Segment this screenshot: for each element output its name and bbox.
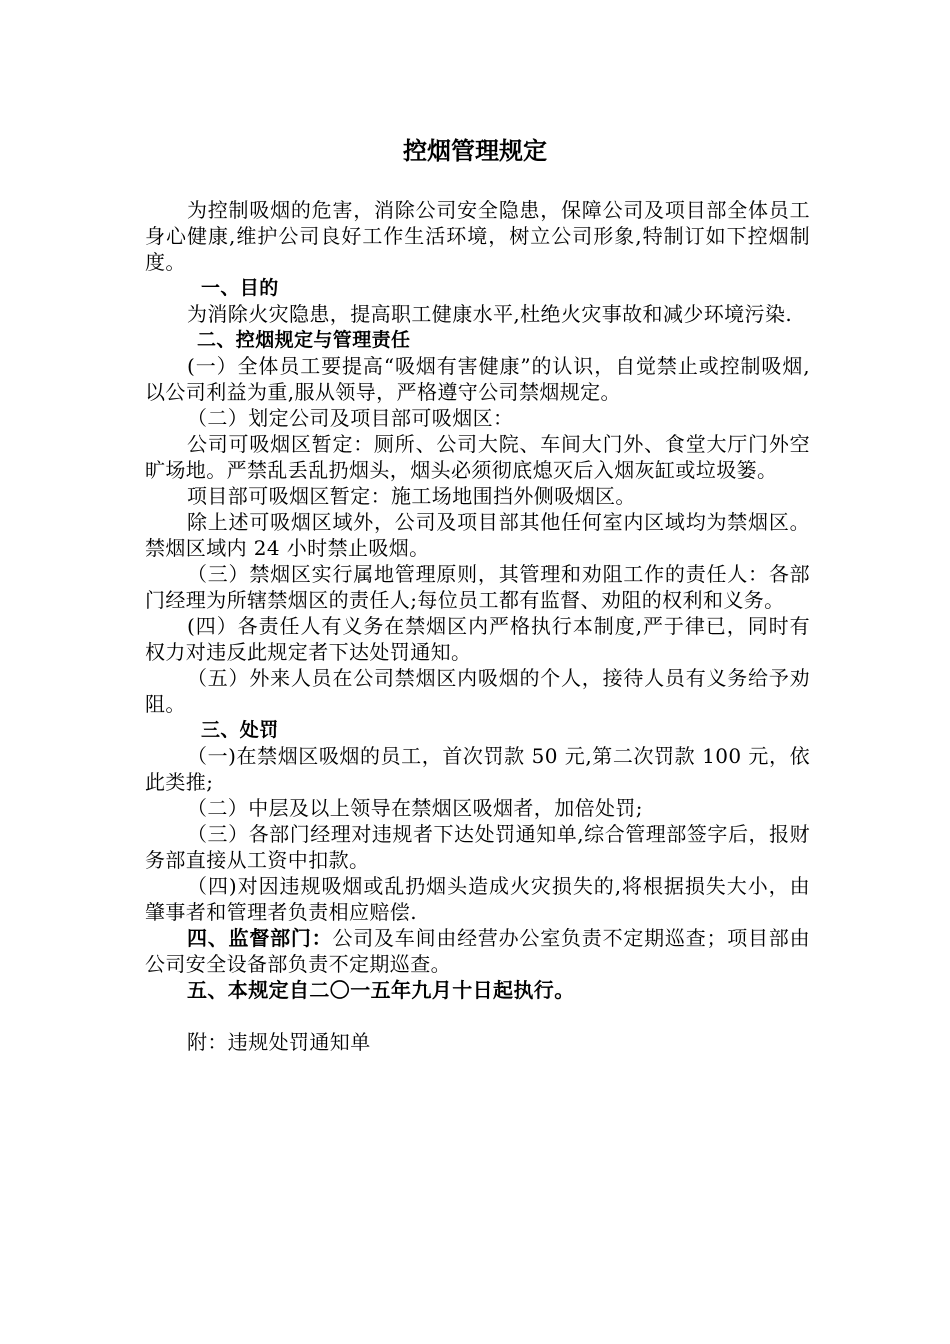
- attachment-note: 附：违规处罚通知单: [187, 1030, 371, 1054]
- penalty-paragraph-3: （三）各部门经理对违规者下达处罚通知单,综合管理部签字后，报财务部直接从工资中扣款。: [145, 822, 810, 872]
- section-heading-purpose: 一、目的: [201, 277, 279, 299]
- rules-paragraph-4: 项目部可吸烟区暂定：施工场地围挡外侧吸烟区。: [187, 484, 636, 508]
- purpose-paragraph: 为消除火灾隐患，提高职工健康水平,杜绝火灾事故和减少环境污染.: [187, 302, 793, 326]
- intro-paragraph: 为控制吸烟的危害，消除公司安全隐患，保障公司及项目部全体员工身心健康,维护公司良好工作生活环境，树立公司形象,特制订如下控烟制度。: [145, 198, 810, 274]
- penalty-paragraph-1: （一)在禁烟区吸烟的员工，首次罚款 50 元,第二次罚款 100 元，依此类推;: [145, 744, 810, 794]
- penalty-paragraph-2: （二）中层及以上领导在禁烟区吸烟者，加倍处罚;: [187, 796, 643, 820]
- section-heading-supervision: 四、监督部门：: [187, 926, 333, 950]
- rules-paragraph-6: （三）禁烟区实行属地管理原则，其管理和劝阻工作的责任人：各部门经理为所辖禁烟区的责任人;每位员工都有监督、劝阻的权利和义务。: [145, 562, 810, 612]
- supervision-paragraph: [145, 925, 810, 977]
- section-heading-rules: 二、控烟规定与管理责任: [197, 329, 411, 351]
- rules-paragraph-1: (一）全体员工要提高“吸烟有害健康”的认识，自觉禁止或控制吸烟,以公司利益为重,服从领导，严格遵守公司禁烟规定。: [145, 354, 810, 404]
- rules-paragraph-2: （二）划定公司及项目部可吸烟区：: [187, 406, 514, 430]
- rules-paragraph-5: 除上述可吸烟区域外，公司及项目部其他任何室内区域均为禁烟区。禁烟区域内 24 小时禁止吸烟。: [145, 510, 810, 560]
- rules-paragraph-7: (四）各责任人有义务在禁烟区内严格执行本制度,严于律已，同时有权力对违反此规定者下达处罚通知。: [145, 614, 810, 664]
- penalty-paragraph-4: （四)对因违规吸烟或乱扔烟头造成火灾损失的,将根据损失大小，由肇事者和管理者负责相应赔偿.: [145, 874, 810, 924]
- supervision-text: 公司及车间由经营办公室负责不定期巡查；项目部由公司安全设备部负责不定期巡查。: [145, 926, 810, 976]
- section-heading-penalty: 三、处罚: [201, 719, 279, 741]
- document-title: 控烟管理规定: [403, 137, 547, 165]
- rules-paragraph-8: （五）外来人员在公司禁烟区内吸烟的个人，接待人员有义务给予劝阻。: [145, 666, 810, 716]
- blank-line: [145, 1003, 810, 1029]
- rules-paragraph-3: 公司可吸烟区暂定：厕所、公司大院、车间大门外、食堂大厅门外空旷场地。严禁乱丢乱扔烟头，烟头必须彻底熄灭后入烟灰缸或垃圾篓。: [145, 432, 810, 482]
- document-body: [145, 197, 810, 1055]
- effective-date-paragraph: 五、本规定自二〇一五年九月十日起执行。: [187, 978, 575, 1002]
